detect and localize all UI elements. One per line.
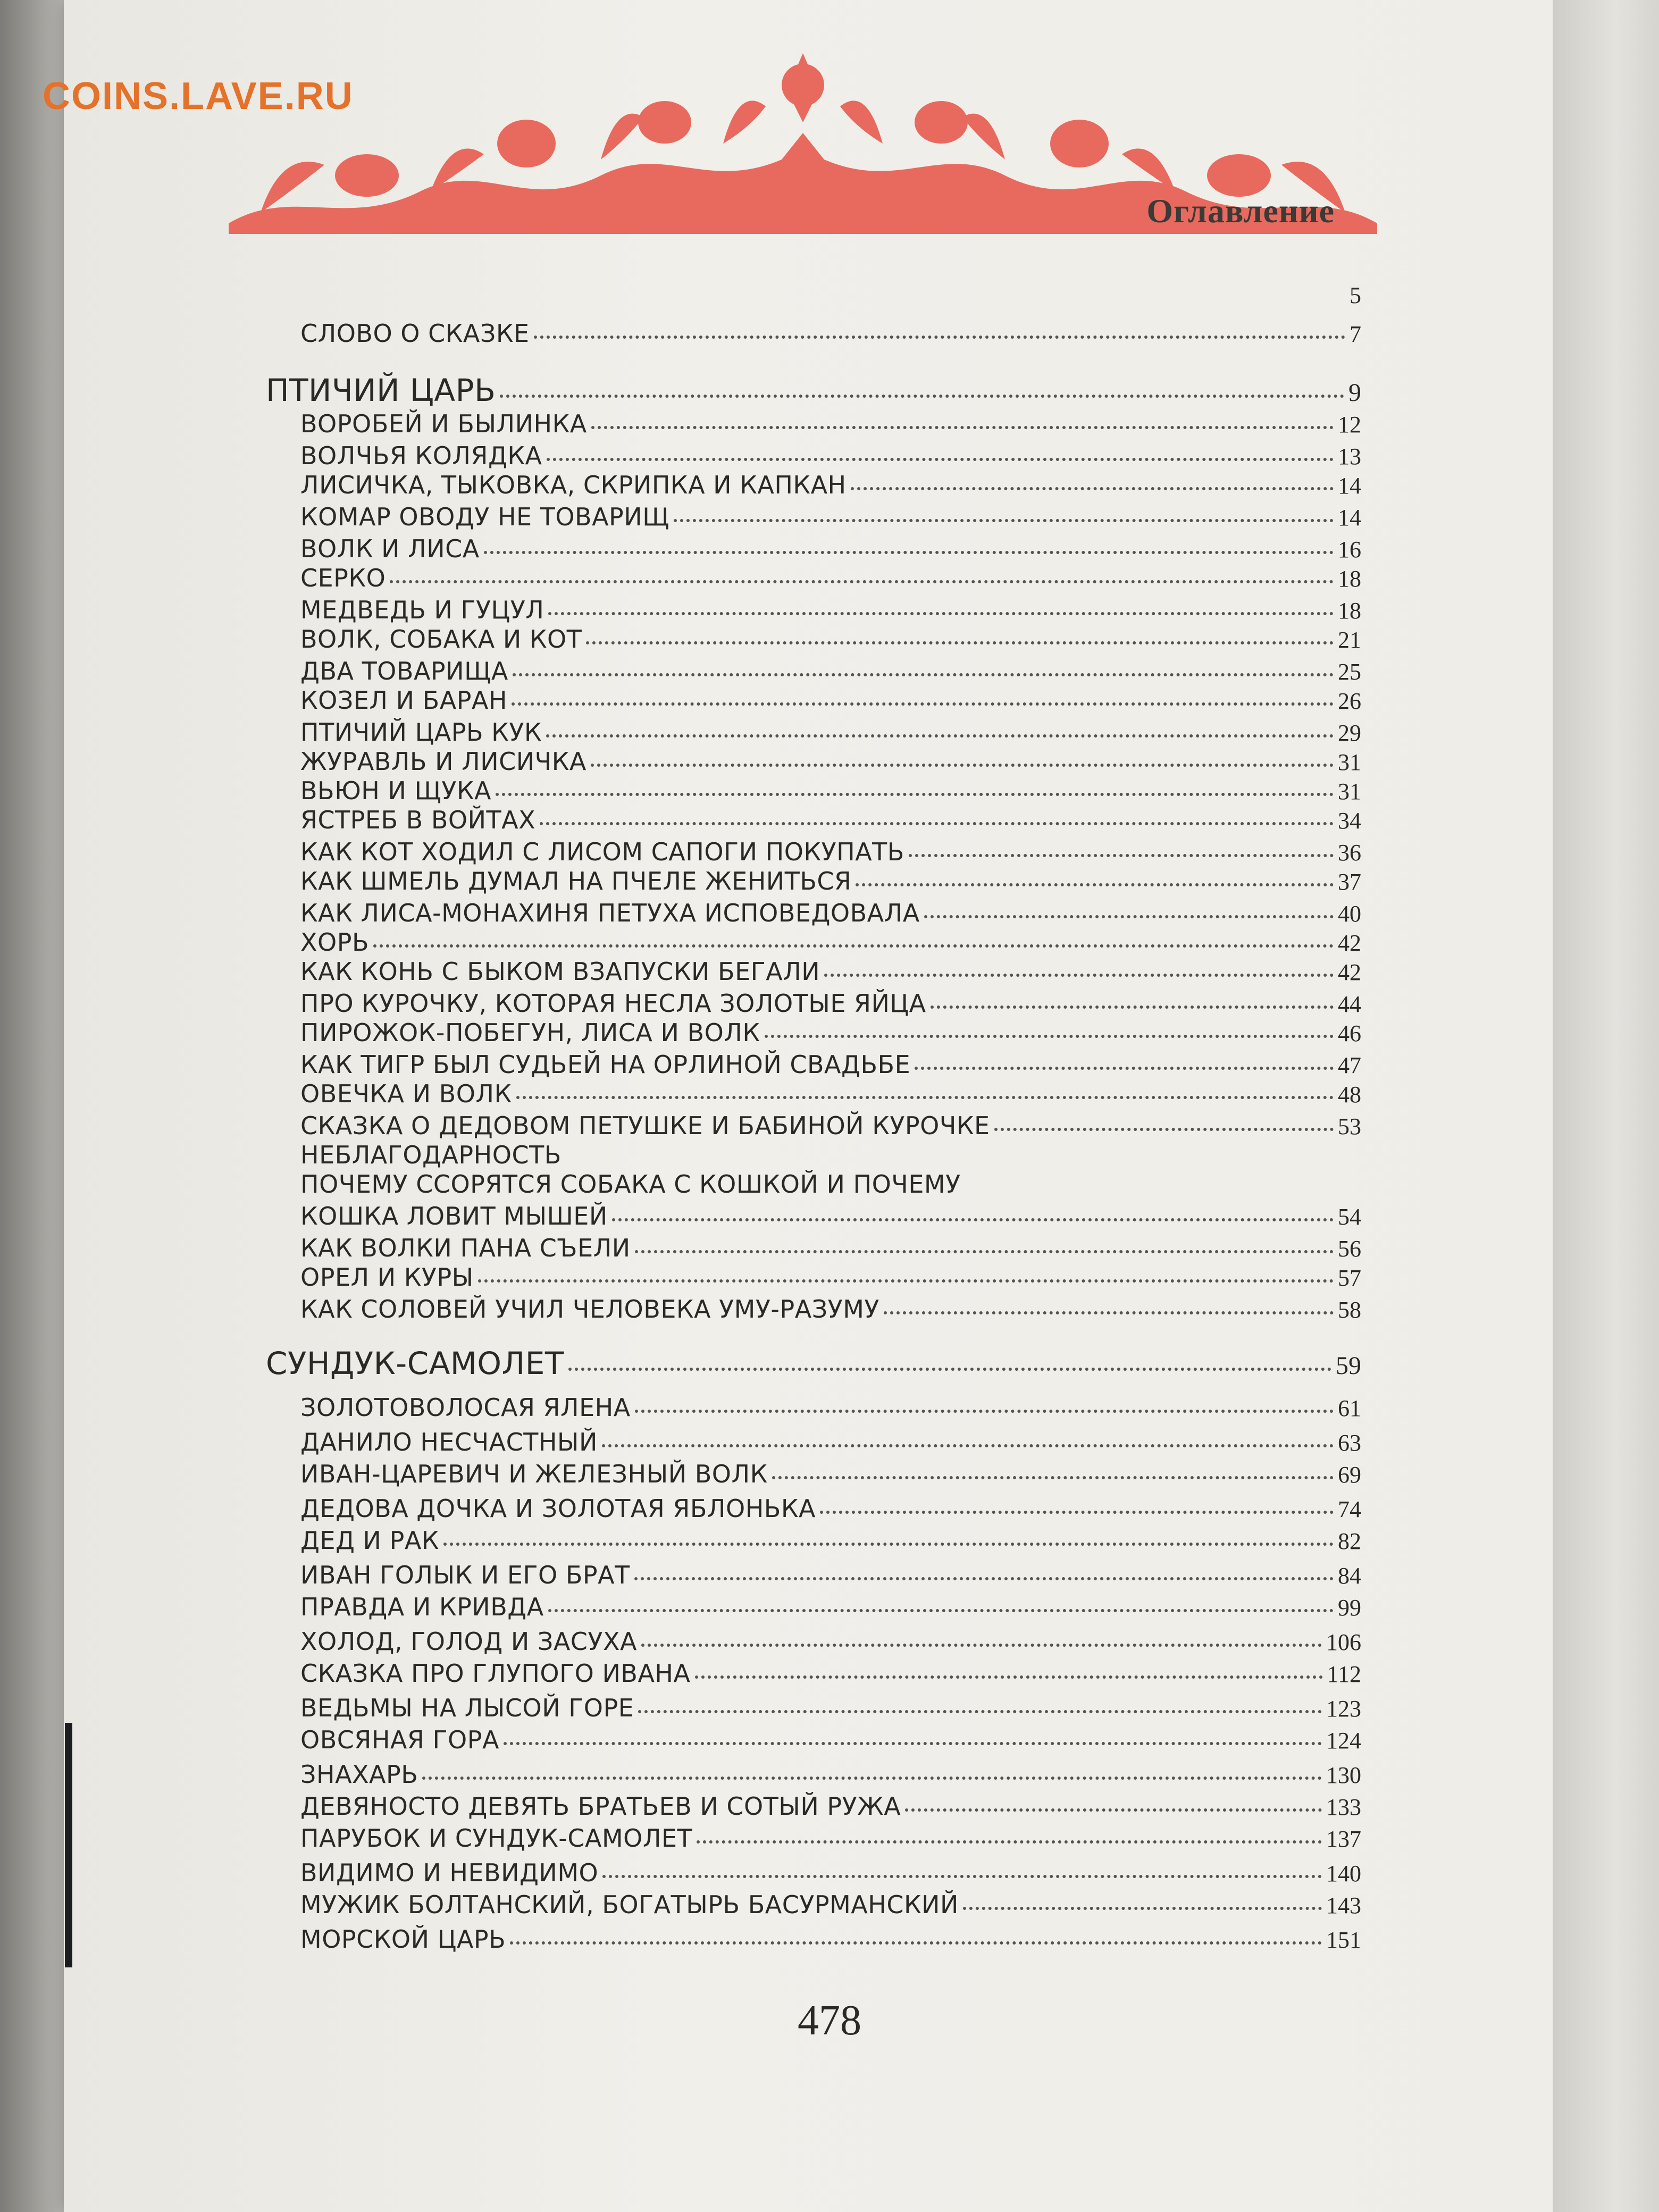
toc-row — [300, 1494, 1361, 1523]
toc-title: Оглавление — [1146, 192, 1335, 230]
dot-leader — [638, 1710, 1322, 1713]
toc-page-number: 7 — [1350, 321, 1361, 347]
page-number: 478 — [798, 1997, 861, 2044]
toc-page-number: 143 — [1326, 1892, 1361, 1918]
toc-page-number: 69 — [1338, 1462, 1361, 1488]
toc-page-number: 18 — [1338, 598, 1361, 624]
toc-entry-title: ИВАН ГОЛЫК И ЕГО БРАТ — [300, 1561, 630, 1589]
toc-row — [300, 1079, 1361, 1108]
toc-entry-title: ПАРУБОК И СУНДУК-САМОЛЕТ — [300, 1824, 693, 1853]
toc-page-number: 56 — [1338, 1236, 1361, 1262]
toc-entry-title: ВИДИМО И НЕВИДИМО — [300, 1858, 599, 1887]
toc-entry-title: КАК КОНЬ С БЫКОМ ВЗАПУСКИ БЕГАЛИ — [300, 957, 820, 986]
toc-page-number: 31 — [1338, 749, 1361, 775]
book-spine — [0, 0, 64, 2212]
toc-row — [300, 1760, 1361, 1789]
toc-entry-title: ОВСЯНАЯ ГОРА — [300, 1725, 499, 1754]
dot-leader — [635, 1409, 1334, 1413]
toc-page-number: 31 — [1338, 778, 1361, 805]
toc-entry-title: ЯСТРЕБ В ВОЙТАХ — [300, 806, 536, 834]
toc-row — [300, 776, 1361, 805]
toc-row — [300, 686, 1361, 715]
toc-entry-title: ДАНИЛО НЕСЧАСТНЫЙ — [300, 1428, 598, 1456]
dot-leader — [591, 763, 1334, 767]
toc-page-number: 13 — [1338, 443, 1361, 470]
toc-row — [300, 1202, 1361, 1230]
adjacent-page — [1553, 0, 1659, 2212]
toc-page-number: 63 — [1338, 1430, 1361, 1456]
toc-row — [300, 1263, 1361, 1292]
toc-page-number: 5 — [1350, 282, 1361, 308]
toc-page-number: 42 — [1338, 959, 1361, 985]
dot-leader — [641, 1643, 1322, 1647]
toc-page-number: 48 — [1338, 1082, 1361, 1108]
dot-leader — [500, 394, 1344, 398]
cover-edge — [65, 1723, 72, 1967]
toc-row — [300, 625, 1361, 653]
dot-leader — [496, 792, 1334, 796]
toc-row — [300, 989, 1361, 1018]
dot-leader — [513, 673, 1334, 676]
toc-page-number: 133 — [1326, 1794, 1361, 1820]
toc-entry-title: СЛОВО О СКАЗКЕ — [300, 319, 530, 348]
dot-leader — [602, 1874, 1322, 1878]
dot-leader — [915, 1066, 1334, 1070]
dot-leader — [422, 1776, 1322, 1780]
toc-page-number: 57 — [1338, 1265, 1361, 1291]
toc-row — [300, 899, 1361, 927]
toc-entry-title: ХОЛОД, ГОЛОД И ЗАСУХА — [300, 1627, 637, 1656]
dot-leader — [820, 1510, 1334, 1514]
toc-entry-title: ПРО КУРОЧКУ, КОТОРАЯ НЕСЛА ЗОЛОТЫЕ ЯЙЦА — [300, 989, 926, 1018]
toc-row — [300, 1234, 1361, 1262]
toc-row — [300, 1018, 1361, 1047]
toc-row — [300, 1428, 1361, 1456]
toc-entry-title: КАК ЛИСА-МОНАХИНЯ ПЕТУХА ИСПОВЕДОВАЛА — [300, 899, 920, 927]
toc-page-number: 34 — [1338, 808, 1361, 834]
toc-row — [300, 502, 1361, 531]
toc-entry-title: СКАЗКА ПРО ГЛУПОГО ИВАНА — [300, 1659, 691, 1688]
dot-leader — [510, 1941, 1322, 1945]
toc-page-number: 130 — [1326, 1762, 1361, 1788]
dot-leader — [591, 425, 1334, 429]
toc-page-number: 16 — [1338, 537, 1361, 563]
dot-leader — [994, 1127, 1334, 1131]
toc-row — [300, 1925, 1361, 1954]
dot-leader — [516, 1095, 1334, 1099]
toc-page-number: 112 — [1327, 1661, 1361, 1687]
toc-page-number: 58 — [1338, 1297, 1361, 1323]
toc-page-number: 54 — [1338, 1204, 1361, 1230]
toc-page-number: 46 — [1338, 1020, 1361, 1046]
dot-leader — [534, 335, 1345, 339]
dot-leader — [884, 1311, 1334, 1314]
toc-row — [300, 534, 1361, 563]
toc-page-number: 123 — [1326, 1696, 1361, 1722]
toc-row — [300, 1792, 1361, 1821]
dot-leader — [484, 550, 1334, 554]
toc-page-number: 47 — [1338, 1052, 1361, 1078]
dot-leader — [674, 518, 1334, 522]
toc-entry-title: КОЗЕЛ И БАРАН — [300, 686, 507, 715]
toc-page-number: 26 — [1338, 688, 1361, 714]
toc-page-number: 137 — [1326, 1826, 1361, 1852]
toc-entry-title: ИВАН-ЦАРЕВИЧ И ЖЕЛЕЗНЫЙ ВОЛК — [300, 1460, 768, 1488]
dot-leader — [697, 1840, 1322, 1844]
toc-row — [300, 471, 1361, 499]
dot-leader — [931, 1005, 1334, 1009]
toc-page-number: 140 — [1326, 1861, 1361, 1887]
dot-leader — [546, 734, 1334, 738]
toc-row — [300, 319, 1361, 348]
toc-page-number: 151 — [1326, 1927, 1361, 1953]
toc-row — [300, 441, 1361, 470]
dot-leader — [612, 1218, 1334, 1221]
toc-entry-title: НЕБЛАГОДАРНОСТЬ — [300, 1141, 562, 1169]
dot-leader — [963, 1906, 1322, 1910]
toc-entry-title: ВЬЮН И ЩУКА — [300, 776, 491, 805]
toc-entry-title: ПИРОЖОК-ПОБЕГУН, ЛИСА И ВОЛК — [300, 1018, 760, 1047]
toc-entry-title: ХОРЬ — [300, 928, 370, 957]
dot-leader — [635, 1250, 1334, 1253]
dot-leader — [905, 1808, 1322, 1812]
dot-leader — [824, 973, 1334, 977]
dot-leader — [373, 944, 1334, 948]
toc-entry-title: СКАЗКА О ДЕДОВОМ ПЕТУШКЕ И БАБИНОЙ КУРОЧКЕ — [300, 1111, 990, 1140]
toc-entry-title: ПРАВДА И КРИВДА — [300, 1593, 544, 1621]
toc-row — [300, 1890, 1361, 1919]
toc-row — [300, 1627, 1361, 1656]
toc-row — [300, 1111, 1361, 1140]
dot-leader — [924, 915, 1334, 918]
watermark: COINS.LAVE.RU — [43, 75, 354, 118]
toc-row — [300, 1295, 1361, 1323]
toc-entry-title: ПТИЧИЙ ЦАРЬ — [266, 372, 496, 408]
toc-entry-title: ОВЕЧКА И ВОЛК — [300, 1079, 512, 1108]
dot-leader — [512, 702, 1334, 706]
toc-row — [300, 1858, 1361, 1887]
toc-page-number: 9 — [1348, 379, 1361, 407]
toc-page-number: 21 — [1338, 627, 1361, 653]
dot-leader — [634, 1577, 1334, 1580]
toc-entry-title: КАК ТИГР БЫЛ СУДЬЕЙ НА ОРЛИНОЙ СВАДЬБЕ — [300, 1050, 911, 1079]
toc-row — [300, 1050, 1361, 1079]
toc-page-number: 14 — [1338, 505, 1361, 531]
toc-entry-title: КОМАР ОВОДУ НЕ ТОВАРИЩ — [300, 502, 670, 531]
dot-leader — [478, 1279, 1334, 1283]
toc-section-row — [266, 372, 1361, 408]
toc-page-number: 12 — [1338, 412, 1361, 438]
toc-page-number: 29 — [1338, 720, 1361, 746]
dot-leader — [443, 1542, 1334, 1546]
toc-entry-title: ДЕВЯНОСТО ДЕВЯТЬ БРАТЬЕВ И СОТЫЙ РУЖА — [300, 1792, 901, 1821]
toc-row — [300, 564, 1361, 592]
toc-entry-title: ВОЛЧЬЯ КОЛЯДКА — [300, 441, 542, 470]
dot-leader — [851, 487, 1334, 490]
toc-entry-title: КАК СОЛОВЕЙ УЧИЛ ЧЕЛОВЕКА УМУ-РАЗУМУ — [300, 1295, 879, 1323]
toc-row — [300, 1460, 1361, 1488]
toc-row — [300, 409, 1361, 438]
toc-page-number: 84 — [1338, 1563, 1361, 1589]
toc-row — [300, 1393, 1361, 1422]
toc-page-number: 40 — [1338, 901, 1361, 927]
toc-page-number: 25 — [1338, 659, 1361, 685]
toc-entry-title: СЕРКО — [300, 564, 386, 592]
toc-page-number: 44 — [1338, 991, 1361, 1017]
dot-leader — [390, 580, 1334, 583]
toc-row — [300, 1694, 1361, 1722]
toc-row — [300, 837, 1361, 866]
toc-entry-title: ДЕДОВА ДОЧКА И ЗОЛОТАЯ ЯБЛОНЬКА — [300, 1494, 816, 1523]
toc-row — [300, 1824, 1361, 1853]
toc-entry-title: КАК ВОЛКИ ПАНА СЪЕЛИ — [300, 1234, 631, 1262]
dot-leader — [548, 611, 1334, 615]
toc-entry-title: ВОЛК, СОБАКА И КОТ — [300, 625, 582, 653]
toc-entry-title: ВЕДЬМЫ НА ЛЫСОЙ ГОРЕ — [300, 1694, 634, 1722]
toc-page-number: 36 — [1338, 840, 1361, 866]
toc-entry-title: ДВА ТОВАРИЩА — [300, 657, 508, 685]
dot-leader — [909, 853, 1334, 857]
toc-row — [300, 1593, 1361, 1621]
toc-section-row — [266, 1345, 1361, 1381]
toc-entry-title: КАК КОТ ХОДИЛ С ЛИСОМ САПОГИ ПОКУПАТЬ — [300, 837, 904, 866]
toc-page-number: 42 — [1338, 930, 1361, 956]
toc-row — [1287, 282, 1361, 309]
toc-entry-title: ВОЛК И ЛИСА — [300, 534, 480, 563]
dot-leader — [586, 641, 1334, 644]
toc-entry-title: ЖУРАВЛЬ И ЛИСИЧКА — [300, 747, 586, 776]
toc-row — [300, 1725, 1361, 1754]
toc-row — [300, 957, 1361, 986]
toc-entry-title: КАК ШМЕЛЬ ДУМАЛ НА ПЧЕЛЕ ЖЕНИТЬСЯ — [300, 867, 852, 895]
dot-leader — [548, 1608, 1334, 1612]
toc-entry-title: КОШКА ЛОВИТ МЫШЕЙ — [300, 1202, 608, 1230]
dot-leader — [765, 1034, 1334, 1038]
toc-row — [300, 657, 1361, 685]
toc-entry-title: ЗОЛОТОВОЛОСАЯ ЯЛЕНА — [300, 1393, 631, 1422]
toc-entry-title: ВОРОБЕЙ И БЫЛИНКА — [300, 409, 587, 438]
dot-leader — [695, 1675, 1323, 1679]
toc-entry-title: МУЖИК БОЛТАНСКИЙ, БОГАТЫРЬ БАСУРМАНСКИЙ — [300, 1890, 959, 1919]
toc-row — [300, 1659, 1361, 1688]
toc-row — [300, 1141, 1361, 1169]
dot-leader — [568, 1367, 1331, 1371]
dot-leader — [547, 457, 1334, 461]
toc-page-number: 82 — [1338, 1528, 1361, 1554]
toc-row — [300, 1170, 1361, 1199]
toc-entry-title: ОРЕЛ И КУРЫ — [300, 1263, 474, 1292]
toc-row — [300, 928, 1361, 957]
toc-entry-title: МЕДВЕДЬ И ГУЦУЛ — [300, 596, 544, 624]
toc-entry-title: ЛИСИЧКА, ТЫКОВКА, СКРИПКА И КАПКАН — [300, 471, 847, 499]
toc-page-number: 37 — [1338, 869, 1361, 895]
dot-leader — [602, 1444, 1334, 1447]
toc-page-number: 74 — [1338, 1496, 1361, 1522]
toc-page-number: 99 — [1338, 1595, 1361, 1621]
toc-row — [300, 867, 1361, 895]
toc-row — [300, 1561, 1361, 1589]
toc-row — [300, 747, 1361, 776]
toc-page-number: 53 — [1338, 1113, 1361, 1139]
toc-page-number: 124 — [1326, 1728, 1361, 1754]
dot-leader — [540, 822, 1334, 825]
toc-entry-title: ДЕД И РАК — [300, 1526, 439, 1555]
toc-page-number: 106 — [1326, 1629, 1361, 1655]
toc-row — [300, 718, 1361, 747]
toc-row — [300, 596, 1361, 624]
dot-leader — [504, 1741, 1322, 1745]
toc-page-number: 59 — [1336, 1352, 1361, 1380]
dot-leader — [856, 883, 1334, 886]
toc-row — [300, 806, 1361, 834]
toc-page-number: 61 — [1338, 1395, 1361, 1421]
toc-entry-title: ЗНАХАРЬ — [300, 1760, 418, 1789]
toc-page-number: 14 — [1338, 473, 1361, 499]
toc-entry-title: ПОЧЕМУ ССОРЯТСЯ СОБАКА С КОШКОЙ И ПОЧЕМУ — [300, 1170, 961, 1199]
dot-leader — [772, 1476, 1334, 1479]
toc-entry-title: СУНДУК-САМОЛЕТ — [266, 1345, 564, 1381]
toc-row — [300, 1526, 1361, 1555]
toc-entry-title: МОРСКОЙ ЦАРЬ — [300, 1925, 506, 1954]
toc-page-number: 18 — [1338, 566, 1361, 592]
toc-entry-title: ПТИЧИЙ ЦАРЬ КУК — [300, 718, 542, 747]
